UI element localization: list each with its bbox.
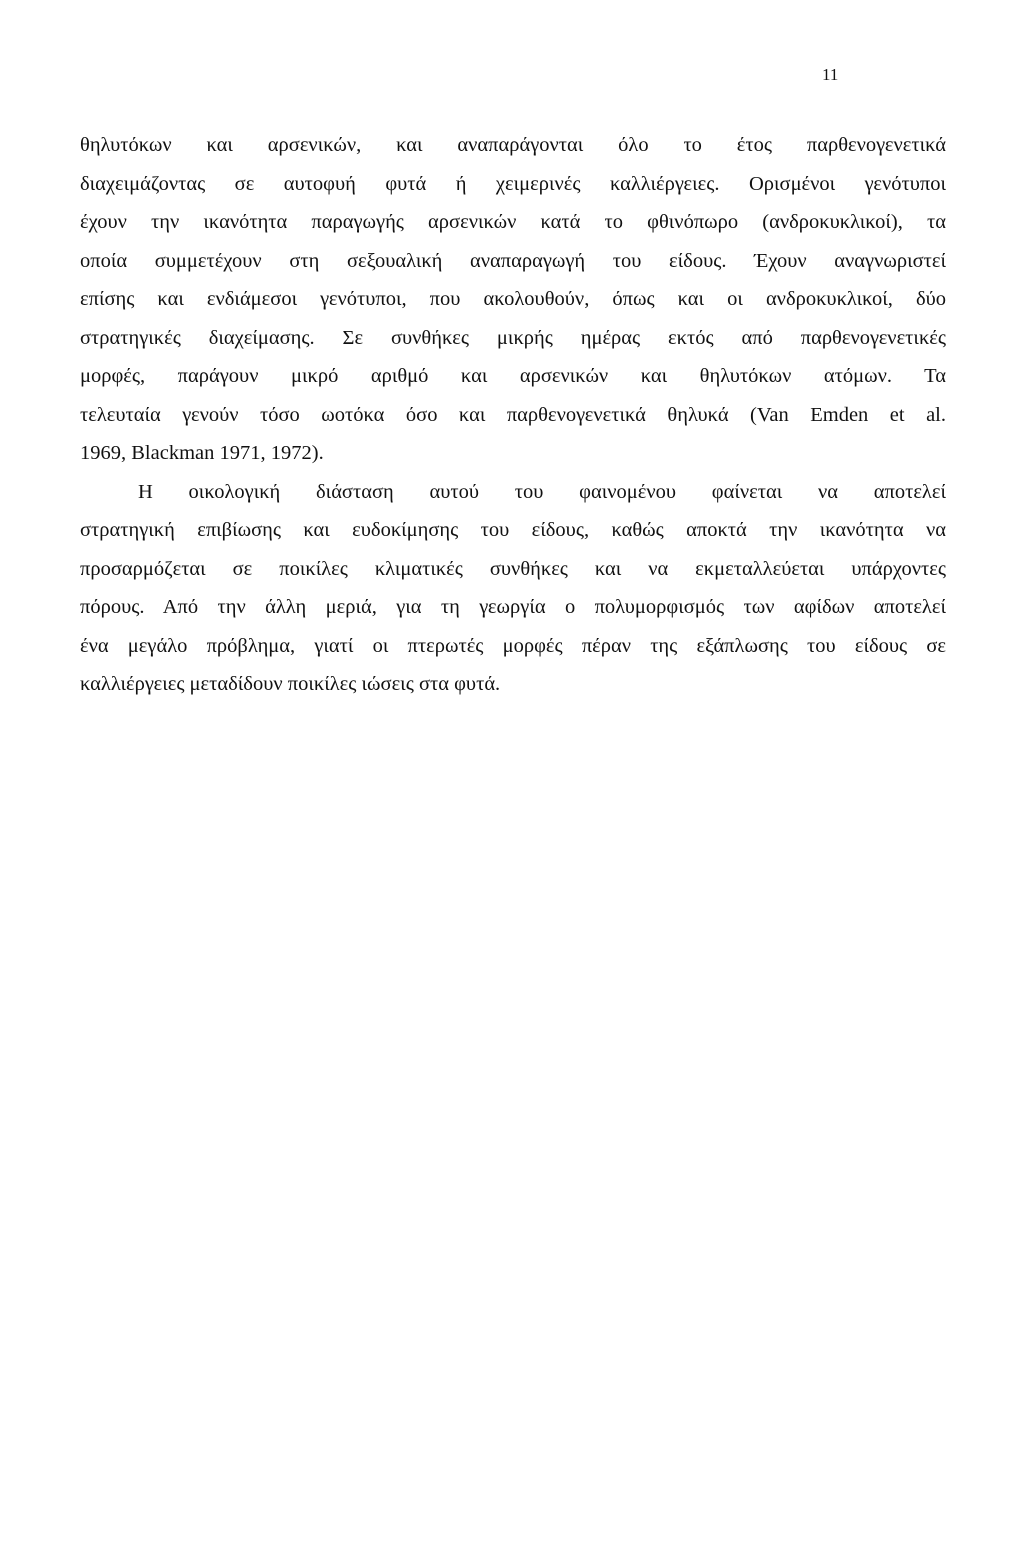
text-line: πόρους. Από την άλλη μεριά, για τη γεωργία ο πολυμορφισμός των αφίδων αποτελεί [80,596,946,618]
text-line: καλλιέργειες μεταδίδουν ποικίλες ιώσεις στα φυτά. [80,673,501,695]
text-line: τελευταία γενούν τόσο ωοτόκα όσο και παρθενογενετικά θηλυκά (Van Emden et al. [80,403,946,426]
body-text [80,132,946,710]
paragraph-1 [80,132,946,479]
text-line: 1969, Blackman 1971, 1972). [80,442,324,464]
text-line: στρατηγικές διαχείμασης. Σε συνθήκες μικρής ημέρας εκτός από παρθενογενετικές [80,326,946,349]
text-line: διαχειμάζοντας σε αυτοφυή φυτά ή χειμερινές καλλιέργειες. Ορισμένοι γενότυποι [80,172,946,195]
text-line: οποία συμμετέχουν στη σεξουαλική αναπαραγωγή του είδους. Έχουν αναγνωριστεί [80,249,946,272]
text-line: προσαρμόζεται σε ποικίλες κλιματικές συνθήκες και να εκμεταλλεύεται υπάρχοντες [80,557,946,580]
page-number: 11 [822,65,839,84]
text-line: έχουν την ικανότητα παραγωγής αρσενικών κατά το φθινόπωρο (ανδροκυκλικοί), τα [80,211,946,233]
text-line: ένα μεγάλο πρόβλημα, γιατί οι πτερωτές μορφές πέραν της εξάπλωσης του είδους σε [80,634,946,657]
text-line: θηλυτόκων και αρσενικών, και αναπαράγονται όλο το έτος παρθενογενετικά [80,134,946,156]
text-line: επίσης και ενδιάμεσοι γενότυποι, που ακολουθούν, όπως και οι ανδροκυκλικοί, δύο [80,288,946,310]
paragraph-2 [80,479,946,710]
text-line: στρατηγική επιβίωσης και ευδοκίμησης του είδους, καθώς αποκτά την ικανότητα να [80,519,946,541]
text-line: μορφές, παράγουν μικρό αριθμό και αρσενικών και θηλυτόκων ατόμων. Τα [80,365,946,387]
text-line: Η οικολογική διάσταση αυτού του φαινομένου φαίνεται να αποτελεί [138,480,946,503]
